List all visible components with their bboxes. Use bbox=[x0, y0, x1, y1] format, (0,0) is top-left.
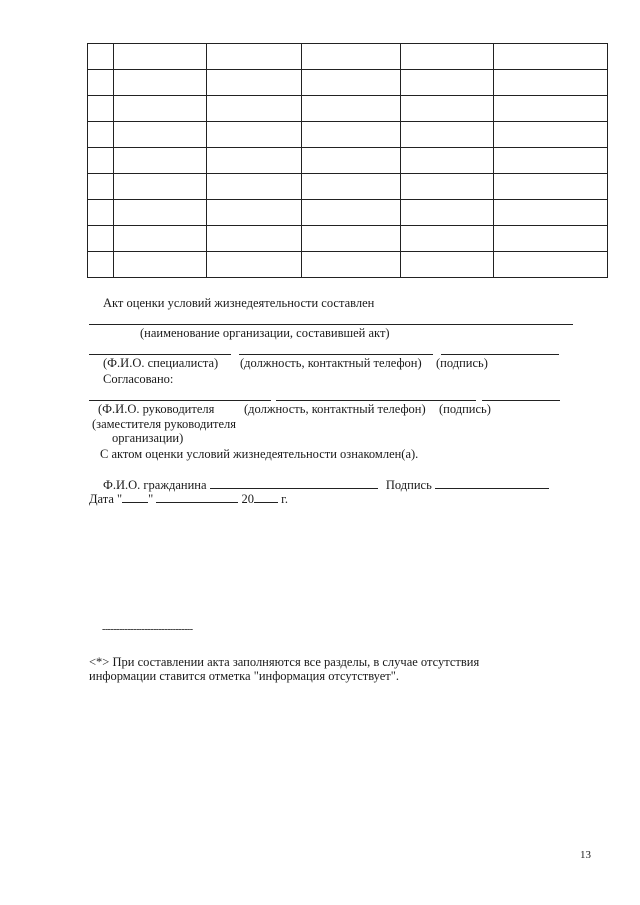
date-month-field[interactable] bbox=[156, 491, 238, 503]
table-cell bbox=[494, 44, 608, 70]
table-cell bbox=[207, 44, 302, 70]
table-cell bbox=[401, 174, 494, 200]
table-row bbox=[88, 252, 608, 278]
table-row bbox=[88, 148, 608, 174]
table-cell bbox=[207, 226, 302, 252]
table-row bbox=[88, 44, 608, 70]
table-cell bbox=[302, 200, 401, 226]
table-cell bbox=[207, 70, 302, 96]
head-position-line bbox=[276, 400, 476, 401]
deputy-caption: (заместителя руководителя bbox=[92, 417, 237, 431]
table-cell bbox=[494, 174, 608, 200]
table-cell bbox=[302, 122, 401, 148]
year-prefix: 20 bbox=[241, 492, 255, 506]
table-cell bbox=[401, 200, 494, 226]
table-cell bbox=[401, 148, 494, 174]
table-cell bbox=[88, 96, 114, 122]
table-cell bbox=[494, 200, 608, 226]
table-cell bbox=[88, 226, 114, 252]
year-field[interactable] bbox=[254, 491, 278, 503]
table-cell bbox=[401, 122, 494, 148]
table-row bbox=[88, 96, 608, 122]
table-cell bbox=[114, 174, 207, 200]
table-cell bbox=[494, 70, 608, 96]
table-cell bbox=[207, 200, 302, 226]
table-cell bbox=[302, 96, 401, 122]
footnote-line-2: информации ставится отметка "информация отсутствует". bbox=[89, 669, 399, 683]
table-cell bbox=[494, 226, 608, 252]
org-caption: (наименование организации, составившей акт) bbox=[140, 326, 390, 340]
date-label: Дата " bbox=[89, 492, 123, 506]
table-cell bbox=[302, 70, 401, 96]
table-cell bbox=[302, 148, 401, 174]
table-cell bbox=[114, 96, 207, 122]
table-cell bbox=[302, 252, 401, 278]
table-cell bbox=[207, 122, 302, 148]
table-cell bbox=[207, 96, 302, 122]
table-cell bbox=[494, 96, 608, 122]
signature-label: Подпись bbox=[385, 478, 432, 492]
table-cell bbox=[207, 252, 302, 278]
table-cell bbox=[114, 122, 207, 148]
table-row bbox=[88, 70, 608, 96]
spec-sign-caption: (подпись) bbox=[436, 356, 488, 370]
table-cell bbox=[207, 148, 302, 174]
table-cell bbox=[302, 226, 401, 252]
signature-field[interactable] bbox=[435, 477, 549, 489]
table-cell bbox=[88, 252, 114, 278]
date-day-field[interactable] bbox=[122, 491, 148, 503]
acquainted-text: С актом оценки условий жизнедеятельности ознакомлен(а). bbox=[100, 447, 419, 461]
table-cell bbox=[88, 122, 114, 148]
act-compiled-text: Акт оценки условий жизнедеятельности составлен bbox=[103, 296, 375, 310]
table-cell bbox=[401, 252, 494, 278]
table-cell bbox=[302, 44, 401, 70]
table-cell bbox=[207, 174, 302, 200]
table-cell bbox=[88, 174, 114, 200]
table-cell bbox=[88, 44, 114, 70]
agreed-label: Согласовано: bbox=[103, 372, 174, 386]
footnote-separator: -------------------------------- bbox=[102, 624, 193, 635]
assessment-table bbox=[87, 43, 608, 278]
table-cell bbox=[114, 252, 207, 278]
spec-position-line bbox=[239, 354, 433, 355]
org-caption-2: организации) bbox=[112, 431, 184, 445]
table-cell bbox=[494, 122, 608, 148]
table-cell bbox=[494, 252, 608, 278]
table-cell bbox=[114, 226, 207, 252]
head-sign-caption: (подпись) bbox=[439, 402, 491, 416]
spec-name-line bbox=[89, 354, 231, 355]
table-cell bbox=[88, 148, 114, 174]
citizen-label: Ф.И.О. гражданина bbox=[103, 478, 207, 492]
spec-position-caption: (должность, контактный телефон) bbox=[240, 356, 422, 370]
page-number: 13 bbox=[580, 849, 591, 861]
head-sign-line bbox=[482, 400, 560, 401]
table-cell bbox=[114, 148, 207, 174]
table-row bbox=[88, 200, 608, 226]
table-row bbox=[88, 174, 608, 200]
year-suffix: г. bbox=[281, 492, 288, 506]
table-cell bbox=[114, 70, 207, 96]
footnote-line-1: <*> При составлении акта заполняются все разделы, в случае отсутствия bbox=[89, 655, 480, 669]
table-cell bbox=[88, 70, 114, 96]
table-cell bbox=[494, 148, 608, 174]
table-cell bbox=[401, 226, 494, 252]
date-row bbox=[89, 491, 288, 507]
date-quote: " bbox=[148, 492, 154, 506]
head-name-caption: (Ф.И.О. руководителя bbox=[98, 402, 215, 416]
table-cell bbox=[88, 200, 114, 226]
table-cell bbox=[114, 200, 207, 226]
table-cell bbox=[401, 44, 494, 70]
spec-name-caption: (Ф.И.О. специалиста) bbox=[103, 356, 219, 370]
spec-sign-line bbox=[441, 354, 559, 355]
table-cell bbox=[114, 44, 207, 70]
table-row bbox=[88, 122, 608, 148]
citizen-field[interactable] bbox=[210, 477, 378, 489]
table-cell bbox=[401, 70, 494, 96]
head-name-line bbox=[89, 400, 271, 401]
table-cell bbox=[302, 174, 401, 200]
table-cell bbox=[401, 96, 494, 122]
table-row bbox=[88, 226, 608, 252]
org-name-line bbox=[89, 324, 573, 325]
head-position-caption: (должность, контактный телефон) bbox=[244, 402, 426, 416]
